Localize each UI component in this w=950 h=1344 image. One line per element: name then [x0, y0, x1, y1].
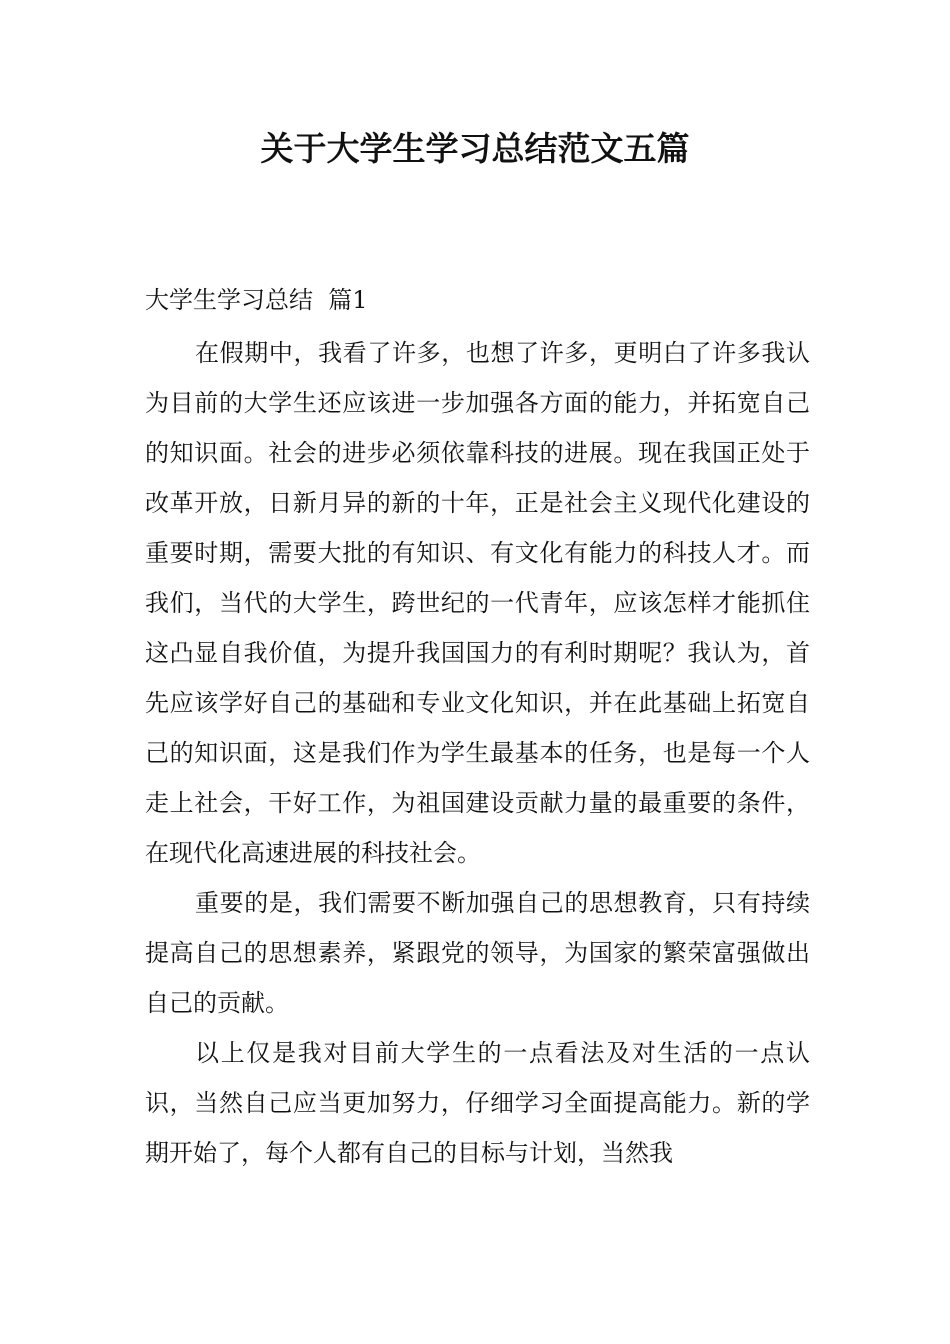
section-heading: 大学生学习总结 篇1 — [145, 286, 368, 314]
paragraph-1: 在假期中，我看了许多，也想了许多，更明白了许多我认为目前的大学生还应该进一步加强各方面的能力，并拓宽自己的知识面。社会的进步必须依靠科技的进展。现在我国正处于改革开放，日新月异的新的十年，正是社会主义现代化建设的重要时期，需要大批的有知识、有文化有能力的科技人才。而我们，当代的大学生，跨世纪的一代青年，应该怎样才能抓住这凸显自我价值，为提升我国国力的有利时期呢？我认为，首先应该学好自己的基础和专业文化知识，并在此基础上拓宽自己的知识面，这是我们作为学生最基本的任务，也是每一个人走上社会，干好工作，为祖国建设贡献力量的最重要的条件，在现代化高速进展的科技社会。 — [145, 339, 810, 867]
document-title: 关于大学生学习总结范文五篇 — [260, 129, 690, 168]
paragraph-3: 以上仅是我对目前大学生的一点看法及对生活的一点认识，当然自己应当更加努力，仔细学习全面提高能力。新的学期开始了，每个人都有自己的目标与计划，当然我 — [145, 1039, 810, 1167]
document-body — [145, 328, 810, 1178]
paragraph-2: 重要的是，我们需要不断加强自己的思想教育，只有持续提高自己的思想素养，紧跟党的领导，为国家的繁荣富强做出自己的贡献。 — [145, 889, 810, 1017]
